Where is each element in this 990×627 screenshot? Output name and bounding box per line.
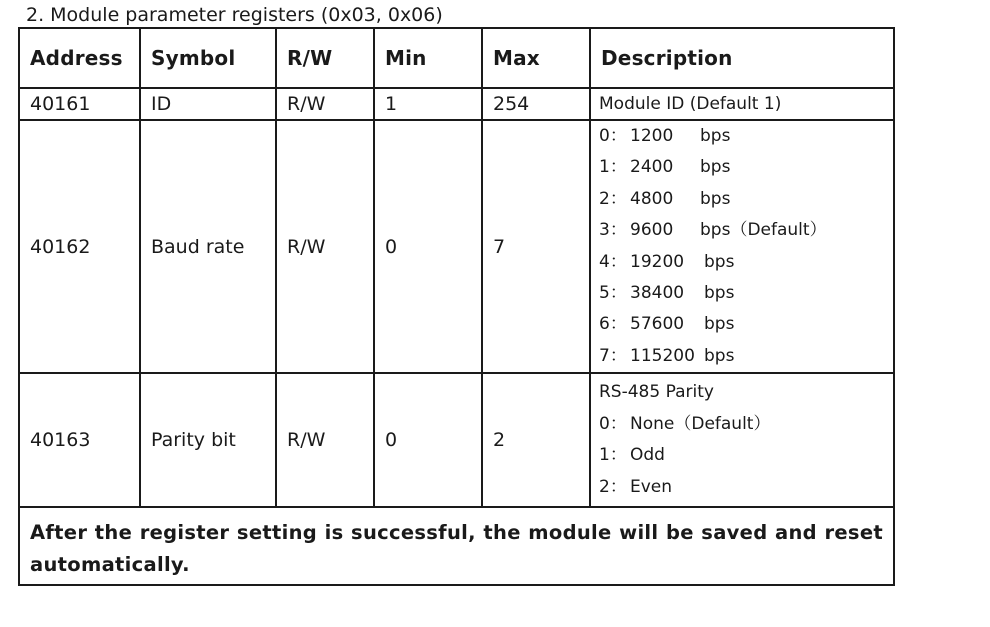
cell-rw: R/W xyxy=(276,88,374,120)
option-unit: bps xyxy=(704,345,735,366)
option-code: 2： xyxy=(599,476,627,497)
cell-rw: R/W xyxy=(276,120,374,373)
baud-option xyxy=(599,215,893,246)
option-label: Odd xyxy=(630,445,665,466)
table-footer-row xyxy=(19,507,894,585)
section-title: 2. Module parameter registers (0x03, 0x06) xyxy=(26,4,443,26)
cell-address: 40161 xyxy=(19,88,140,120)
table-row xyxy=(19,120,894,373)
option-code: 4： xyxy=(599,251,627,272)
option-code: 5： xyxy=(599,283,627,304)
option-unit: bps xyxy=(700,220,731,241)
header-max: Max xyxy=(482,28,590,88)
option-rate: 19200 xyxy=(630,251,685,272)
option-unit: bps xyxy=(700,126,731,146)
baud-option xyxy=(599,184,893,215)
baud-option xyxy=(599,121,893,152)
option-label: None（Default） xyxy=(630,413,771,434)
register-table xyxy=(18,27,895,586)
cell-max: 254 xyxy=(482,88,590,120)
cell-max: 2 xyxy=(482,373,590,507)
cell-address: 40163 xyxy=(19,373,140,507)
option-rate: 9600 xyxy=(630,220,674,241)
option-rate: 4800 xyxy=(630,188,674,209)
cell-max: 7 xyxy=(482,120,590,373)
option-code: 0： xyxy=(599,126,627,146)
option-label: Even xyxy=(630,476,673,497)
option-code: 7： xyxy=(599,345,627,366)
baud-option xyxy=(599,309,893,340)
option-rate: 115200 xyxy=(630,345,695,366)
baud-option xyxy=(599,278,893,309)
footer-note: After the register setting is successful, the module will be saved and reset automatically. xyxy=(19,507,894,585)
cell-description xyxy=(590,120,894,373)
option-unit: bps xyxy=(704,283,735,304)
table-header-row xyxy=(19,28,894,88)
header-min: Min xyxy=(374,28,482,88)
option-code: 0： xyxy=(599,413,627,434)
cell-symbol: ID xyxy=(140,88,276,120)
option-default: （Default） xyxy=(730,220,827,241)
parity-option xyxy=(599,440,893,471)
parity-title: RS-485 Parity xyxy=(599,382,714,403)
parity-option xyxy=(599,472,893,503)
option-unit: bps xyxy=(704,251,735,272)
option-rate: 38400 xyxy=(630,283,685,304)
cell-symbol: Parity bit xyxy=(140,373,276,507)
option-unit: bps xyxy=(700,157,731,178)
cell-rw: R/W xyxy=(276,373,374,507)
cell-address: 40162 xyxy=(19,120,140,373)
baud-option xyxy=(599,152,893,183)
baud-option xyxy=(599,341,893,372)
header-rw: R/W xyxy=(276,28,374,88)
cell-min: 0 xyxy=(374,120,482,373)
option-code: 3： xyxy=(599,220,627,241)
option-code: 6： xyxy=(599,314,627,335)
header-description: Description xyxy=(590,28,894,88)
cell-description: Module ID (Default 1) xyxy=(590,88,894,120)
option-rate: 2400 xyxy=(630,157,674,178)
option-code: 1： xyxy=(599,157,627,178)
header-address: Address xyxy=(19,28,140,88)
option-code: 2： xyxy=(599,188,627,209)
option-rate: 1200 xyxy=(630,126,674,146)
cell-description xyxy=(590,373,894,507)
table-row xyxy=(19,373,894,507)
cell-min: 1 xyxy=(374,88,482,120)
option-unit: bps xyxy=(704,314,735,335)
option-code: 1： xyxy=(599,445,627,466)
table-row xyxy=(19,88,894,120)
option-unit: bps xyxy=(700,188,731,209)
parity-option xyxy=(599,409,893,440)
baud-option xyxy=(599,247,893,278)
cell-symbol: Baud rate xyxy=(140,120,276,373)
option-rate: 57600 xyxy=(630,314,685,335)
cell-min: 0 xyxy=(374,373,482,507)
header-symbol: Symbol xyxy=(140,28,276,88)
